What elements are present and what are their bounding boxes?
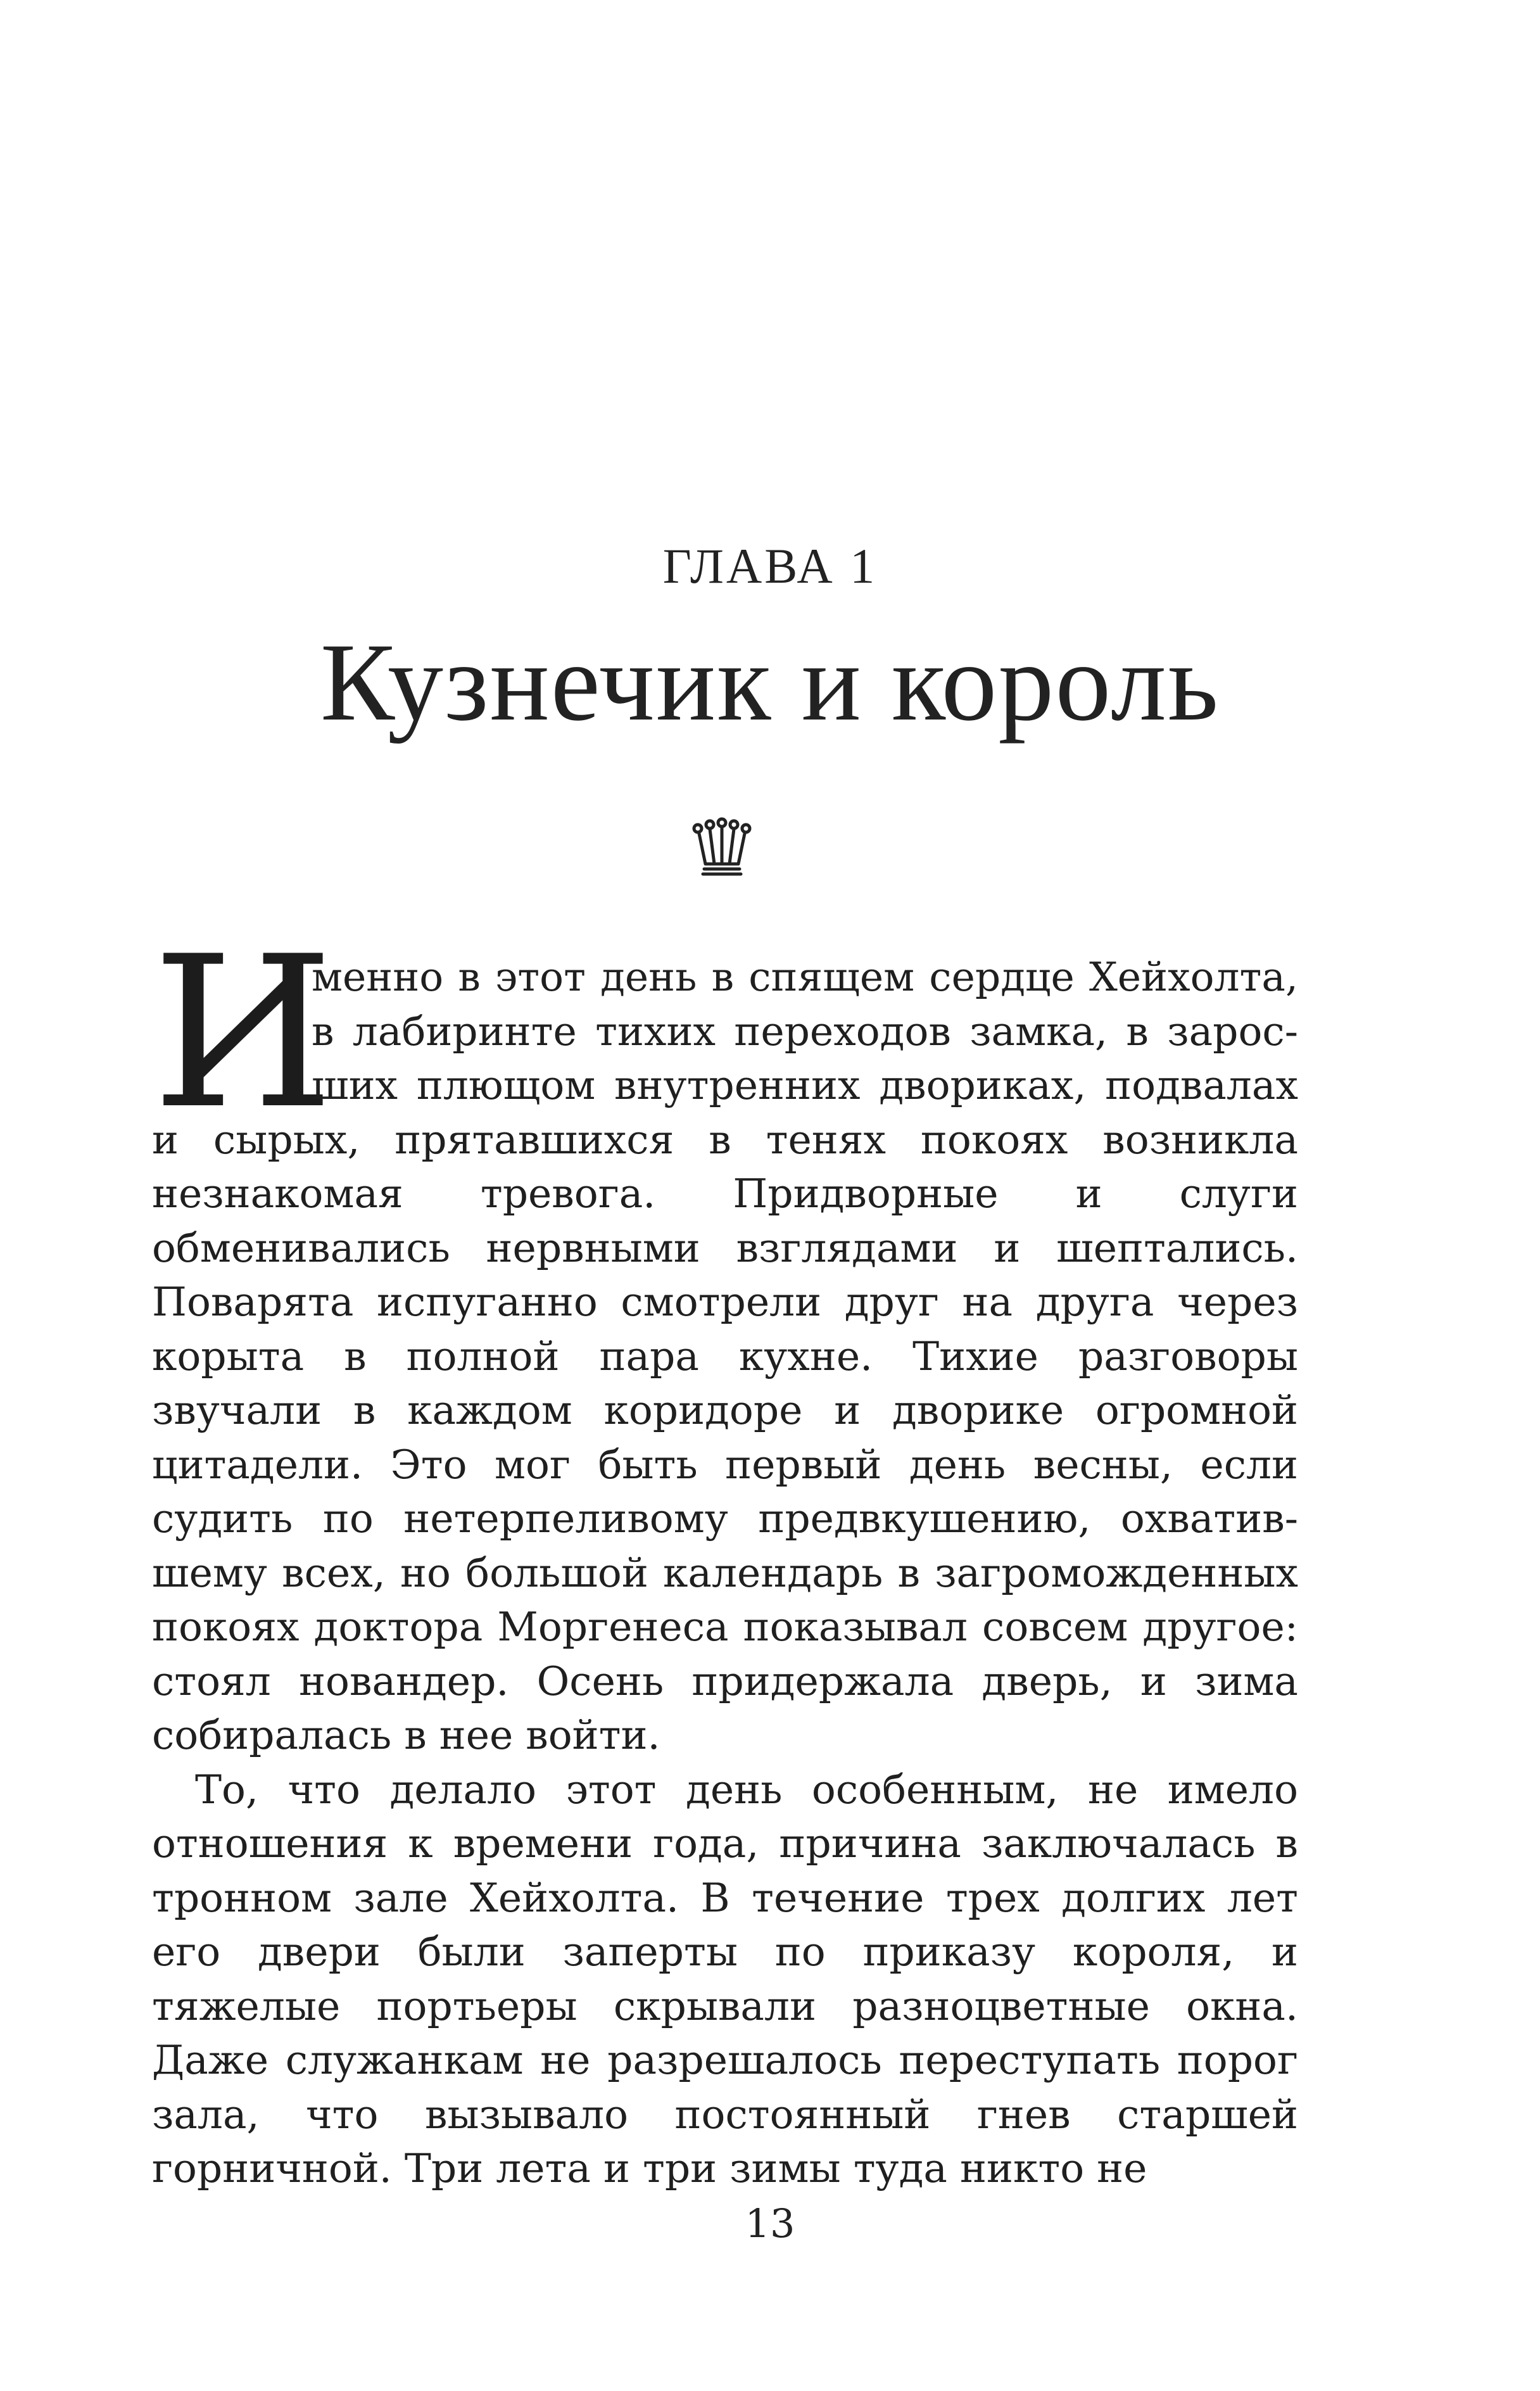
paragraph-2: То, что делало этот день особенным, не имело отношения к времени года, причина заключалась в тронном зале Хейхолта. В течение трех долгих лет его двери были заперты по приказу короля, и тяжелые портьеры скрывали разноцветные окна. Даже служанкам не разрешалось переступать порог зала, что вызывало постоянный гнев старшей горничной. Три лета и три зимы туда никто не — [152, 1766, 1298, 2191]
chapter-title: Кузнечик и король — [320, 621, 1220, 744]
crown-icon — [690, 817, 754, 880]
chapter-label: ГЛАВА 1 — [662, 538, 878, 593]
chapter-text — [152, 911, 1298, 2196]
page-number: 13 — [745, 2200, 795, 2247]
paragraph-1-text: менно в этот день в спящем сердце Хейхолта, в лабиринте тихих переходов замка, в заросших плющом внутренних двориках, подвалах и сырых, прятавшихся в тенях покоях возникла незнакомая тревога. Придворные и слуги обменивались нервными взглядами и шептались. Поварята испуганно смотрели друг на друга через корыта в полной пара кухне. Тихие разговоры звучали в каждом коридоре и дворике огромной цитадели. Это мог быть первый день весны, если судить по нетерпеливому предвкушению, охватившему всех, но большой календарь в загроможденных покоях доктора Моргенеса показывал совсем другое: стоял новандер. Осень придержала дверь, и зима собиралась в нее войти. — [152, 954, 1298, 1758]
paragraph-1 — [152, 911, 1298, 1763]
drop-cap: И — [152, 911, 334, 1155]
